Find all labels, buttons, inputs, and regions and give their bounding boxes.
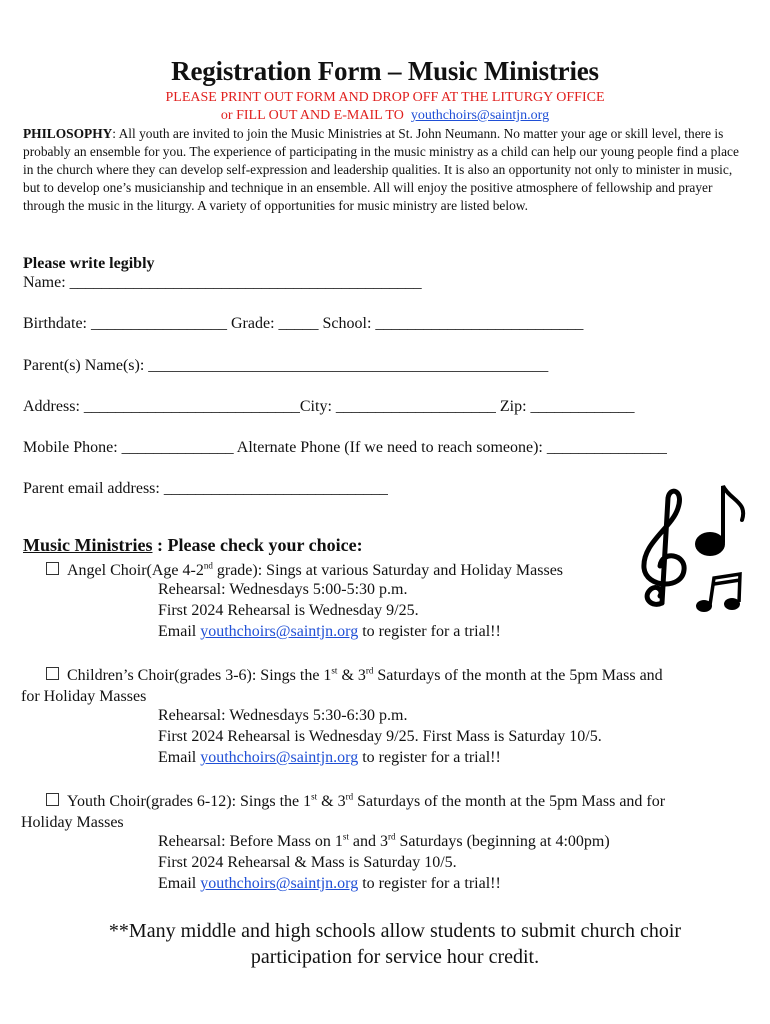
youth-rehearsal bbox=[158, 833, 610, 851]
ministries-heading bbox=[23, 535, 363, 556]
angel-choir-checkbox[interactable] bbox=[46, 562, 59, 575]
youth-label-b: & 3 bbox=[317, 793, 346, 810]
form-heading: Please write legibly bbox=[23, 255, 155, 272]
youth-email-link[interactable]: youthchoirs@saintjn.org bbox=[200, 875, 359, 892]
children-sup2: rd bbox=[365, 665, 374, 676]
youth-choir-option[interactable] bbox=[21, 791, 746, 833]
youth-choir-checkbox[interactable] bbox=[46, 793, 59, 806]
youth-rehearsal-sup1: st bbox=[342, 831, 349, 842]
youth-sup2: rd bbox=[345, 791, 354, 802]
print-instructions: PLEASE PRINT OUT FORM AND DROP OFF AT THE LITURGY OFFICE bbox=[165, 90, 605, 105]
angel-email-suffix: to register for a trial!! bbox=[358, 623, 501, 640]
children-label-b: & 3 bbox=[337, 667, 366, 684]
children-email-line bbox=[158, 749, 501, 767]
parents-name-field[interactable]: Parent(s) Name(s): __________________________________________________ bbox=[23, 357, 549, 374]
youth-sup1: st bbox=[311, 791, 318, 802]
angel-email-line bbox=[158, 623, 501, 641]
children-email-suffix: to register for a trial!! bbox=[358, 749, 501, 766]
children-first-rehearsal: First 2024 Rehearsal is Wednesday 9/25. First Mass is Saturday 10/5. bbox=[158, 728, 602, 745]
children-label: Children’s Choir(grades 3-6): Sings the 1 bbox=[67, 667, 332, 684]
children-label-d: for Holiday Masses bbox=[21, 688, 147, 705]
angel-first-rehearsal: First 2024 Rehearsal is Wednesday 9/25. bbox=[158, 602, 419, 619]
children-rehearsal: Rehearsal: Wednesdays 5:30-6:30 p.m. bbox=[158, 707, 408, 724]
philosophy-text: : All youth are invited to join the Music Ministries at St. John Neumann. No matter your age or skill level, there is probably an ensemble for you. The experience of participating in the music ministry as a child can help our young people find a place in the church where they can develop self-expression and leadership qualities. It is also an opportunity not only to minister in music, but to develop one’s musicianship and technique in an ensemble. All will enjoy the positive atmosphere of fellowship and prayer through the music in the liturgy. A variety of opportunities for music ministry are listed below. bbox=[23, 126, 739, 213]
name-field[interactable]: Name: ____________________________________________ bbox=[23, 274, 422, 291]
childrens-choir-checkbox[interactable] bbox=[46, 667, 59, 680]
youth-rehearsal-a: Rehearsal: Before Mass on 1 bbox=[158, 833, 343, 850]
children-email-prefix: Email bbox=[158, 749, 201, 766]
children-label-c: Saturdays of the month at the 5pm Mass and bbox=[373, 667, 663, 684]
ministries-heading-label: Music Ministries bbox=[23, 535, 153, 555]
parent-email-field[interactable]: Parent email address: ____________________________ bbox=[23, 480, 388, 497]
angel-sup: nd bbox=[203, 560, 213, 571]
service-hour-note bbox=[90, 918, 700, 970]
philosophy-label: PHILOSOPHY bbox=[23, 126, 113, 141]
youth-first-rehearsal: First 2024 Rehearsal & Mass is Saturday 10/5. bbox=[158, 854, 457, 871]
philosophy-paragraph bbox=[23, 125, 751, 215]
youth-rehearsal-sup2: rd bbox=[387, 831, 396, 842]
youth-label: Youth Choir(grades 6-12): Sings the 1 bbox=[67, 793, 312, 810]
address-field[interactable]: Address: ___________________________City: ____________________ Zip: _____________ bbox=[23, 398, 635, 415]
childrens-choir-option[interactable] bbox=[21, 665, 746, 707]
angel-label-rest: grade): Sings at various Saturday and Holiday Masses bbox=[212, 562, 564, 579]
youth-label-d: Holiday Masses bbox=[21, 814, 124, 831]
youth-label-c: Saturdays of the month at the 5pm Mass and for bbox=[353, 793, 666, 810]
youth-rehearsal-b: and 3 bbox=[348, 833, 388, 850]
phone-field[interactable]: Mobile Phone: ______________ Alternate Phone (If we need to reach someone): _______________ bbox=[23, 439, 667, 456]
service-hour-note-line1: **Many middle and high schools allow students to submit church choir bbox=[108, 920, 682, 942]
birthdate-grade-school-field[interactable]: Birthdate: _________________ Grade: _____ School: __________________________ bbox=[23, 315, 584, 332]
youth-email-line bbox=[158, 875, 501, 893]
angel-email-prefix: Email bbox=[158, 623, 201, 640]
children-sup1: st bbox=[331, 665, 338, 676]
youth-rehearsal-c: Saturdays (beginning at 4:00pm) bbox=[395, 833, 610, 850]
children-email-link[interactable]: youthchoirs@saintjn.org bbox=[200, 749, 359, 766]
page-title: Registration Form – Music Ministries bbox=[171, 56, 599, 86]
email-link[interactable]: youthchoirs@saintjn.org bbox=[410, 108, 550, 123]
ministries-heading-suffix: : Please check your choice: bbox=[152, 535, 363, 555]
email-instructions bbox=[0, 108, 770, 124]
youth-email-suffix: to register for a trial!! bbox=[358, 875, 501, 892]
youth-email-prefix: Email bbox=[158, 875, 201, 892]
angel-email-link[interactable]: youthchoirs@saintjn.org bbox=[200, 623, 359, 640]
angel-rehearsal: Rehearsal: Wednesdays 5:00-5:30 p.m. bbox=[158, 581, 408, 598]
service-hour-note-line2: participation for service hour credit. bbox=[250, 946, 540, 968]
angel-label: Angel Choir(Age 4-2 bbox=[67, 562, 204, 579]
email-instructions-prefix: or FILL OUT AND E-MAIL TO bbox=[220, 108, 404, 123]
music-notes-icon bbox=[632, 478, 752, 618]
